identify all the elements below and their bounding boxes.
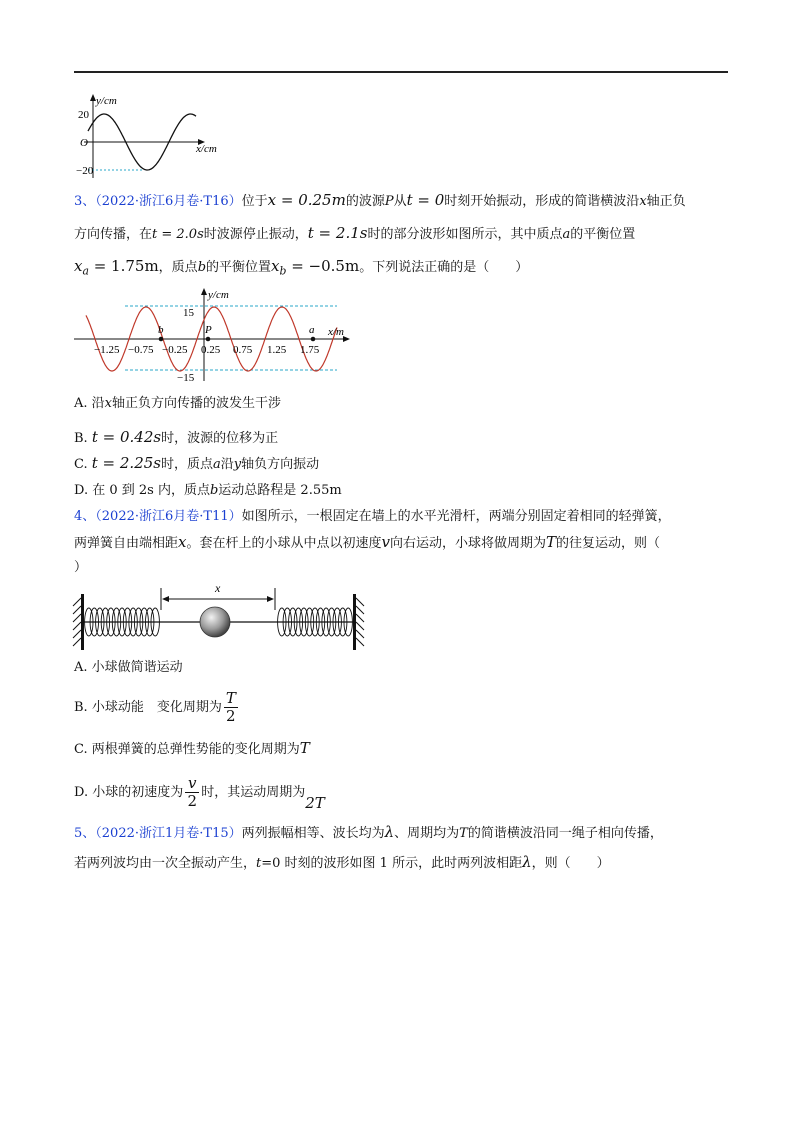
tick-label: 1.25: [267, 344, 287, 356]
q4-math: T: [546, 533, 557, 551]
q3-text: 的波源: [345, 194, 385, 209]
q3-math: t = 0: [406, 191, 445, 209]
option-text: 时，质点: [160, 457, 213, 472]
tick-label: 1.75: [300, 344, 320, 356]
q3-text: ，质点: [158, 260, 198, 275]
option-text: B. 小球动能 变化周期为: [74, 700, 222, 715]
q3-math: x = 0.25m: [267, 191, 346, 209]
wave-diagram-figure: [70, 285, 355, 385]
q4-text: 。套在杆上的小球从中点以初速度: [186, 536, 382, 551]
tick-label: −0.75: [128, 344, 154, 356]
fraction-t-over-2: [224, 690, 238, 725]
option-math: y: [233, 457, 242, 472]
q4-line-2: [74, 532, 660, 554]
q3-math: = −0.5m: [286, 257, 360, 275]
option-text: 运动总路程是 2.55m: [218, 483, 342, 498]
fraction-denominator: 2: [226, 707, 236, 725]
y-min-label: −15: [177, 372, 195, 384]
option-text: A. 沿: [74, 396, 105, 411]
option-math: 2T: [305, 794, 325, 812]
point-b-label: b: [158, 324, 164, 336]
q3-math: b: [197, 260, 207, 275]
q4-source: （2022·浙江6月卷·T11）: [95, 509, 242, 524]
q3-line-3: [74, 256, 528, 282]
q4-line-3: [74, 558, 87, 578]
q3-text: 的平衡位置: [570, 227, 636, 242]
option-text: A. 小球做简谐运动: [74, 660, 183, 675]
q3-text: 时刻开始振动，形成的简谐横波沿: [444, 194, 640, 209]
q4-option-d[interactable]: [74, 773, 325, 811]
q4-line-1: [74, 507, 671, 527]
q3-text: 。下列说法正确的是（ ）: [359, 260, 529, 275]
y-min-label: −20: [76, 165, 94, 177]
option-math: b: [209, 483, 219, 498]
q4-text: 的往复运动，则（: [556, 536, 661, 551]
q4-option-c[interactable]: [74, 738, 310, 760]
q3-text: 轴正负: [646, 194, 686, 209]
header-rule: [74, 71, 728, 73]
q3-text: 方向传播，在: [74, 227, 153, 242]
x-axis-label: x/m: [328, 326, 344, 338]
option-math: t = 0.42s: [91, 428, 162, 446]
q5-text: ，则（ ）: [531, 856, 610, 871]
option-text: 轴负方向振动: [241, 457, 320, 472]
option-text: C.: [74, 457, 92, 472]
q5-math: λ: [384, 823, 395, 841]
q5-line-2: [74, 852, 610, 874]
point-p-label: P: [205, 324, 212, 336]
q3-math: x: [639, 194, 647, 209]
q4-option-a[interactable]: [74, 658, 183, 678]
option-text: C. 两根弹簧的总弹性势能的变化周期为: [74, 742, 300, 757]
tick-label: 0.25: [201, 344, 221, 356]
q4-text: 如图所示，一根固定在墙上的水平光滑杆，两端分别固定着相同的轻弹簧，: [241, 509, 671, 524]
ball: [200, 607, 230, 637]
fraction-v-over-2: [185, 775, 199, 810]
q3-text: 位于: [241, 194, 268, 209]
option-text: D. 小球的初速度为: [74, 785, 184, 800]
q5-math: T: [459, 826, 468, 841]
q3-number: 3、: [74, 194, 96, 209]
q3-text: 时的部分波形如图所示，其中质点: [367, 227, 563, 242]
q3-text: 从: [393, 194, 407, 209]
q3-option-d[interactable]: [74, 481, 342, 501]
spring-ball-figure: [72, 580, 367, 655]
option-math: t = 2.25s: [91, 454, 161, 472]
y-axis-label: y/cm: [96, 95, 117, 107]
q5-text: 的简谐横波沿同一绳子相向传播，: [467, 826, 663, 841]
q3-math: P: [384, 194, 394, 209]
y-max-label: 15: [183, 307, 194, 319]
q3-line-2: [74, 223, 635, 245]
q4-text: 向右运动，小球将做周期为: [389, 536, 546, 551]
q3-option-b[interactable]: [74, 427, 278, 449]
q5-number: 5、: [74, 826, 96, 841]
q5-math: t: [256, 856, 262, 871]
q3-math: t = 2.1s: [307, 224, 368, 242]
q4-text: ）: [74, 560, 88, 575]
origin-label: O: [80, 137, 88, 149]
q5-text: 两列振幅相等、波长均为: [241, 826, 385, 841]
option-math: T: [299, 739, 310, 757]
q5-math: λ: [522, 853, 532, 871]
q3-option-a[interactable]: [74, 394, 281, 414]
fraction-numerator: T: [225, 689, 236, 707]
q3-math: x: [271, 257, 280, 275]
q3-text: 时波源停止振动，: [203, 227, 308, 242]
q4-text: 两弹簧自由端相距: [74, 536, 179, 551]
option-text: 时，其运动周期为: [201, 785, 306, 800]
option-text: B.: [74, 431, 92, 446]
tick-label: −0.25: [162, 344, 188, 356]
q3-source: （2022·浙江6月卷·T16）: [95, 194, 242, 209]
q4-math: v: [381, 533, 390, 551]
point-a-label: a: [309, 324, 315, 336]
q3-math: a: [562, 227, 571, 242]
tick-label: 0.75: [233, 344, 253, 356]
y-max-label: 20: [78, 109, 89, 121]
option-text: D. 在 0 到 2s 内，质点: [74, 483, 210, 498]
q3-line-1: [74, 190, 686, 212]
q5-text: 若两列波均由一次全振动产生，: [74, 856, 257, 871]
option-text: 沿: [220, 457, 234, 472]
option-text: 轴正负方向传播的波发生干涉: [112, 396, 282, 411]
q4-number: 4、: [74, 509, 96, 524]
q5-source: （2022·浙江1月卷·T15）: [95, 826, 242, 841]
q5-text: =0 时刻的波形如图 1 所示，此时两列波相距: [261, 856, 523, 871]
q4-math: x: [178, 533, 187, 551]
fraction-denominator: 2: [187, 792, 197, 810]
q4-option-b[interactable]: [74, 690, 240, 726]
y-axis-label: y/cm: [208, 289, 229, 301]
q5-line-1: [74, 822, 663, 844]
option-math: a: [213, 457, 221, 472]
option-text: 时，波源的位移为正: [161, 431, 279, 446]
sine-graph-figure: [74, 92, 217, 182]
q3-math: t = 2.0s: [152, 227, 204, 242]
fraction-numerator: v: [187, 774, 197, 792]
x-axis-label: x/cm: [196, 143, 217, 155]
tick-label: −1.25: [94, 344, 120, 356]
distance-label: x: [215, 581, 221, 595]
q5-text: 、周期均为: [394, 826, 460, 841]
q3-option-c[interactable]: [74, 453, 319, 475]
q3-math: a: [82, 264, 89, 278]
option-math: x: [104, 396, 112, 411]
q3-math: b: [279, 264, 287, 278]
q3-math: = 1.75m: [88, 257, 159, 275]
q3-math: x: [74, 257, 83, 275]
q3-text: 的平衡位置: [206, 260, 272, 275]
